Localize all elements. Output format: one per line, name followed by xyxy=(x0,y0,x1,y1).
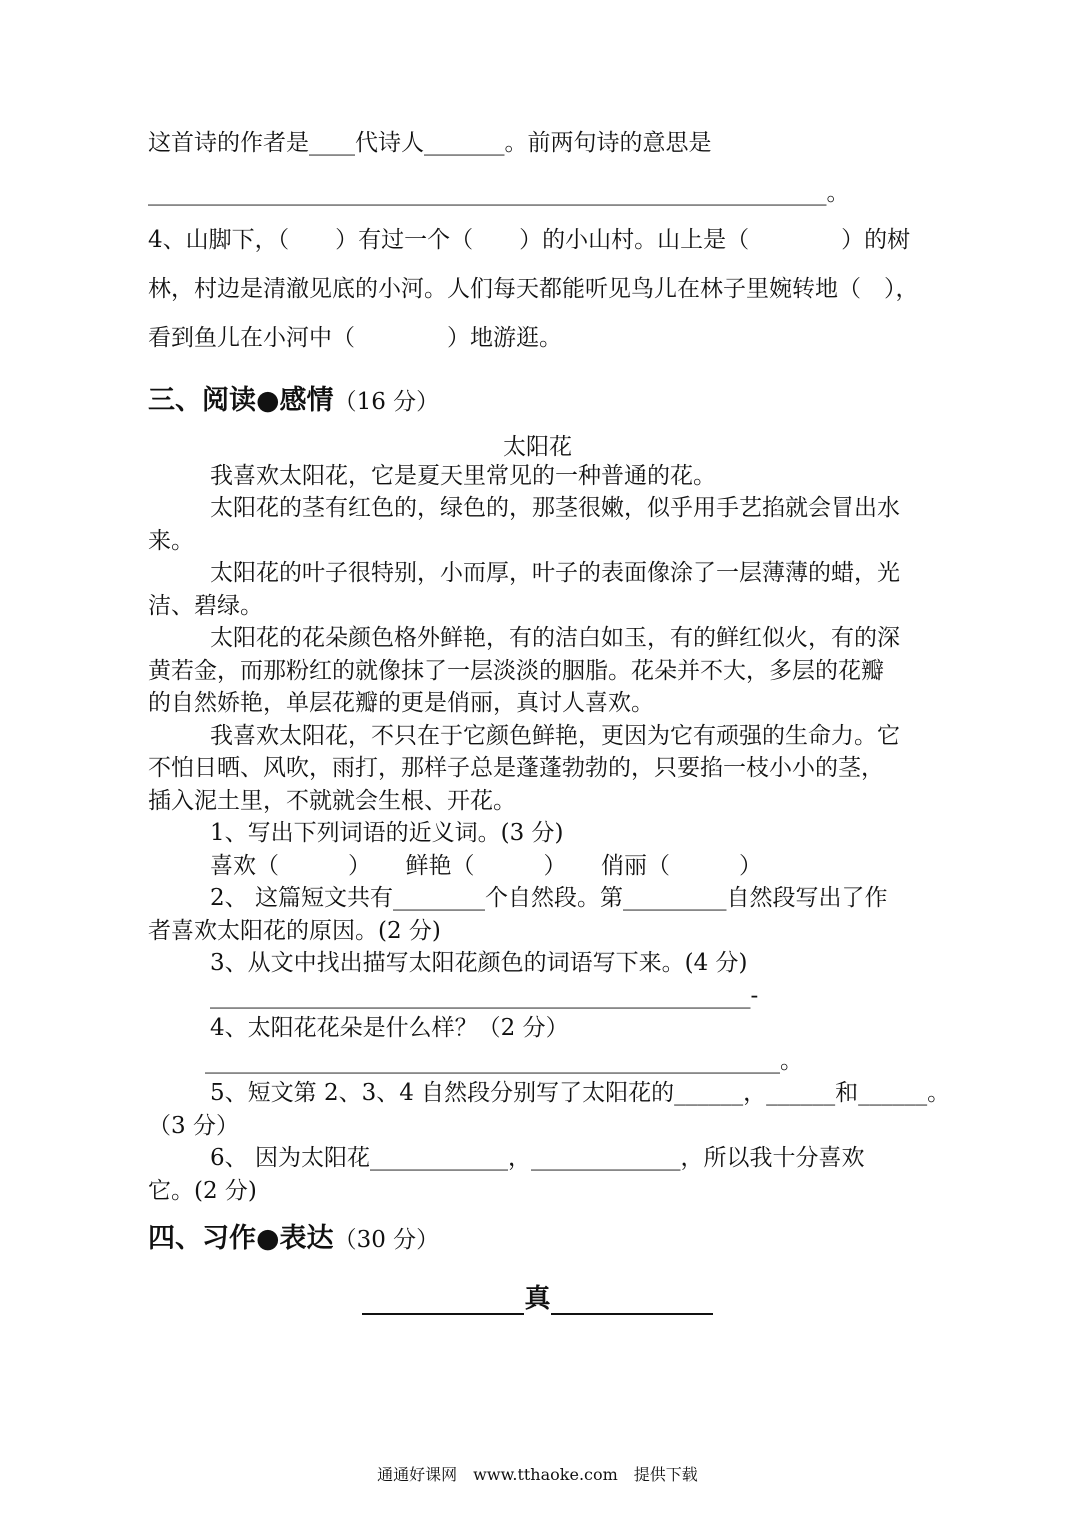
passage-p5-line-2: 不怕日晒、风吹，雨打，那样子总是蓬蓬勃勃的，只要掐一枝小小的茎， xyxy=(148,755,884,781)
question-3: 3、从文中找出描写太阳花颜色的词语写下来。(4 分) xyxy=(210,950,748,976)
question-2-line-2: 者喜欢太阳花的原因。(2 分) xyxy=(148,918,441,944)
section-3-title: 三、阅读●感情 xyxy=(148,385,334,416)
passage-p3-line-1: 太阳花的叶子很特别，小而厚，叶子的表面像涂了一层薄薄的蜡，光 xyxy=(210,560,900,586)
section-4-title: 四、习作●表达 xyxy=(148,1223,334,1254)
page-footer: 通通好课网 www.tthaoke.com 提供下载 xyxy=(377,1465,698,1484)
section-3-score: （16 分） xyxy=(333,389,440,415)
question-4: 4、太阳花花朵是什么样？（2 分） xyxy=(210,1015,569,1041)
passage-p4-line-3: 的自然娇艳，单层花瓣的更是俏丽，真讨人喜欢。 xyxy=(148,690,654,716)
passage-p4-line-1: 太阳花的花朵颜色格外鲜艳，有的洁白如玉，有的鲜红似火，有的深 xyxy=(210,625,900,651)
q4-line-2: 林，村边是清澈见底的小河。人们每天都能听见鸟儿在林子里婉转地（ ）， xyxy=(148,276,919,302)
passage-p1: 我喜欢太阳花，它是夏天里常见的一种普通的花。 xyxy=(210,463,716,489)
question-1-words: 喜欢（ ） 鲜艳（ ） 俏丽（ ） xyxy=(210,853,762,879)
question-2-line-1: 2、 这篇短文共有________个自然段。第_________自然段写出了作 xyxy=(210,885,888,911)
section-3-heading xyxy=(148,378,439,417)
passage-p2-line-2: 来。 xyxy=(148,528,194,554)
section-4-heading xyxy=(148,1216,439,1255)
poem-question-line-2: ___________________________________________________________。 xyxy=(148,180,850,206)
question-4-answer-blank: __________________________________________________。 xyxy=(205,1048,803,1074)
passage-p2-line-1: 太阳花的茎有红色的，绿色的，那茎很嫩，似乎用手艺掐就会冒出水 xyxy=(210,495,900,521)
question-1: 1、写出下列词语的近义词。(3 分) xyxy=(210,820,564,846)
question-5-line-2: （3 分） xyxy=(148,1113,239,1139)
passage-p5-line-1: 我喜欢太阳花，不只在于它颜色鲜艳，更因为它有顽强的生命力。它 xyxy=(210,723,900,749)
passage-p4-line-2: 黄若金，而那粉红的就像抹了一层淡淡的胭脂。花朵并不大，多层的花瓣 xyxy=(148,658,884,684)
essay-title-blank-right xyxy=(551,1285,713,1315)
poem-question-line-1: 这首诗的作者是____代诗人_______。前两句诗的意思是 xyxy=(148,130,712,156)
question-6-line-2: 它。(2 分) xyxy=(148,1178,257,1204)
passage-title: 太阳花 xyxy=(503,434,572,460)
question-6-line-1: 6、 因为太阳花____________，_____________，所以我十分喜欢 xyxy=(210,1145,865,1171)
q4-line-1: 4、山脚下，（ ）有过一个（ ）的小山村。山上是（ ）的树 xyxy=(148,227,911,253)
passage-p5-line-3: 插入泥土里，不就就会生根、开花。 xyxy=(148,788,516,814)
essay-title xyxy=(0,1278,1075,1315)
essay-title-word: 真 xyxy=(524,1284,551,1314)
essay-title-blank-left xyxy=(362,1285,524,1315)
passage-p3-line-2: 洁、碧绿。 xyxy=(148,593,263,619)
section-4-score: （30 分） xyxy=(333,1227,440,1253)
question-5-line-1: 5、短文第 2、3、4 自然段分别写了太阳花的______，______和______。 xyxy=(210,1080,951,1106)
q4-line-3: 看到鱼儿在小河中（ ）地游逛。 xyxy=(148,325,562,351)
question-3-answer-blank: _______________________________________________- xyxy=(210,983,759,1009)
